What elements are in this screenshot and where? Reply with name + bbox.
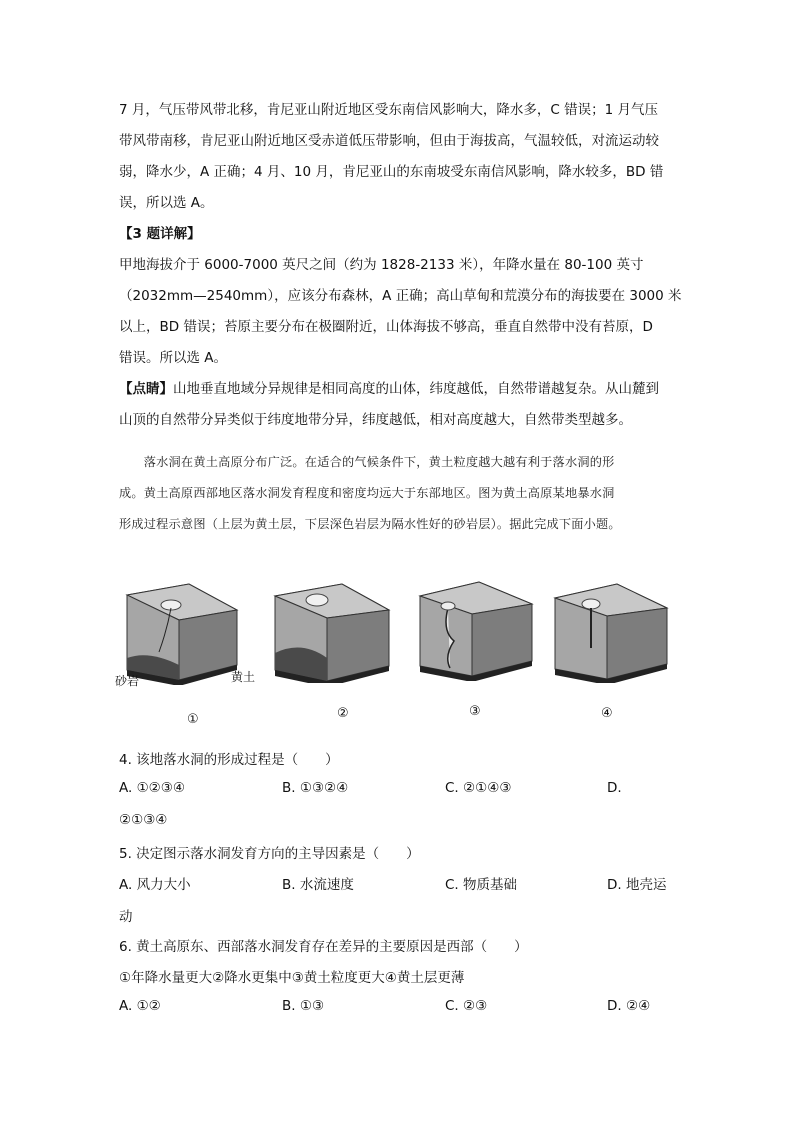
option-b[interactable]: B. ①③ <box>282 998 325 1014</box>
caption-2: ② <box>337 706 349 721</box>
option-b[interactable]: B. 水流速度 <box>282 877 354 893</box>
text-line: 甲地海拔介于 6000-7000 英尺之间（约为 1828-2133 米），年降水量在 80-100 英寸 <box>119 257 644 273</box>
text-line: 带风带南移，肯尼亚山附近地区受赤道低压带影响，但由于海拔高，气温较低，对流运动较 <box>119 133 659 149</box>
tip-label: 【点睛】 <box>119 381 173 397</box>
text-line: 形成过程示意图（上层为黄土层，下层深色岩层为隔水性好的砂岩层）。据此完成下面小题。 <box>119 517 621 531</box>
option-d[interactable]: D. <box>607 780 622 796</box>
option-c[interactable]: C. 物质基础 <box>445 877 518 893</box>
question-4-options <box>119 780 679 800</box>
tip-text: 山地垂直地域分异规律是相同高度的山体，纬度越低，自然带谱越复杂。从山麓到 <box>173 381 659 397</box>
option-a[interactable]: A. ①②③④ <box>119 780 185 796</box>
question-5-options <box>119 873 679 893</box>
text-line: 7 月，气压带风带北移，肯尼亚山附近地区受东南信风影响大，降水多，C 错误；1 月气压 <box>119 102 658 118</box>
text-line: 错误。所以选 A。 <box>119 350 228 366</box>
question-6-stem: 6. 黄土高原东、西部落水洞发育存在差异的主要原因是西部（ ） <box>119 939 528 955</box>
block-diagram-3 <box>414 576 544 681</box>
sinkhole-formation-figure <box>115 580 679 730</box>
section-heading: 【3 题详解】 <box>119 226 201 242</box>
option-d-wrap: ②①③④ <box>119 812 168 828</box>
caption-1: ① <box>187 712 199 727</box>
caption-3: ③ <box>469 704 481 719</box>
option-d[interactable]: D. 地壳运 <box>607 877 667 893</box>
tip-line-2: 山顶的自然带分异类似于纬度地带分异，纬度越低，相对高度越大，自然带类型越多。 <box>119 412 632 428</box>
option-a[interactable]: A. ①② <box>119 998 161 1014</box>
block-diagram-2 <box>267 578 397 683</box>
section-3-title <box>119 219 679 250</box>
option-d[interactable]: D. ②④ <box>607 998 651 1014</box>
loess-label: 黄土 <box>231 670 256 684</box>
question-4-stem: 4. 该地落水洞的形成过程是（ ） <box>119 752 339 768</box>
answer-paragraph-2 <box>119 250 682 374</box>
material-paragraph <box>119 447 679 540</box>
text-line: 弱，降水少，A 正确；4 月、10 月，肯尼亚山的东南坡受东南信风影响，降水较多，BD 错 <box>119 164 664 180</box>
sandstone-label: 砂岩 <box>115 674 140 688</box>
text-line: 误，所以选 A。 <box>119 195 214 211</box>
answer-paragraph-1 <box>119 95 679 219</box>
block-diagram-1 <box>119 580 249 685</box>
block-diagram-4 <box>549 578 679 683</box>
option-c[interactable]: C. ②①④③ <box>445 780 512 796</box>
option-d-wrap: 动 <box>119 909 133 925</box>
text-line: 落水洞在黄土高原分布广泛。在适合的气候条件下，黄土粒度越大越有利于落水洞的形 <box>119 455 615 469</box>
caption-4: ④ <box>601 706 613 721</box>
option-c[interactable]: C. ②③ <box>445 998 488 1014</box>
question-5-stem: 5. 决定图示落水洞发育方向的主导因素是（ ） <box>119 846 420 862</box>
text-line: 成。黄土高原西部地区落水洞发育程度和密度均远大于东部地区。图为黄土高原某地暴水洞 <box>119 486 615 500</box>
option-a[interactable]: A. 风力大小 <box>119 877 191 893</box>
option-b[interactable]: B. ①③②④ <box>282 780 349 796</box>
text-line: 以上，BD 错误；苔原主要分布在极圈附近，山体海拔不够高，垂直自然带中没有苔原，D <box>119 319 653 335</box>
tip-line-1 <box>119 374 679 405</box>
question-6-options <box>119 998 679 1018</box>
text-line: （2032mm—2540mm），应该分布森林，A 正确；高山草甸和荒漠分布的海拔要在 3000 米 <box>119 288 682 304</box>
question-6-statements: ①年降水量更大②降水更集中③黄土粒度更大④黄土层更薄 <box>119 970 465 986</box>
tip-paragraph <box>119 374 679 436</box>
